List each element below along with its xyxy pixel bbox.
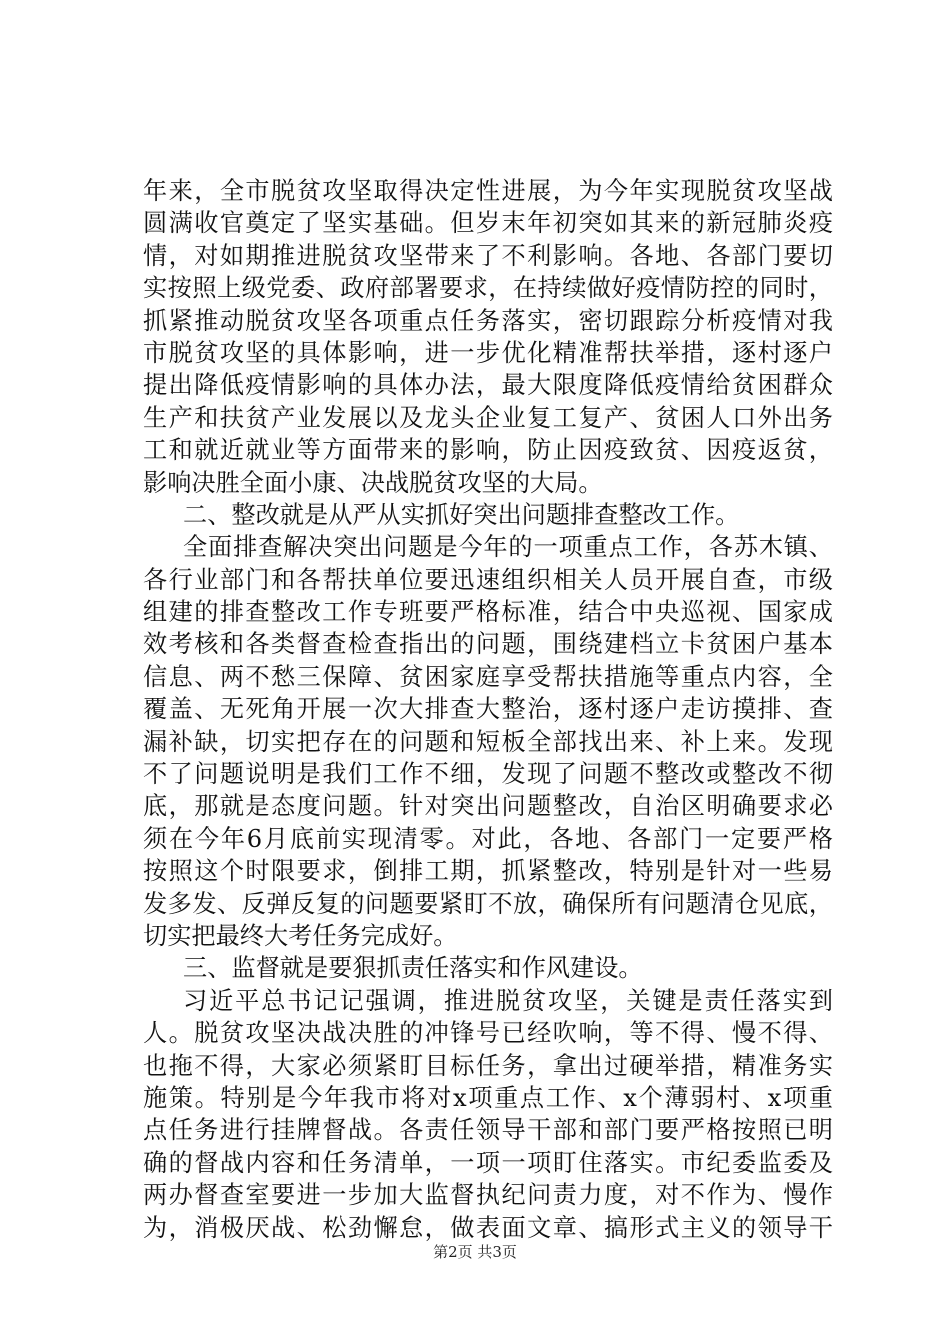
text-line: 全面排查解决突出问题是今年的一项重点工作，各苏木镇、 <box>183 533 833 562</box>
text-line: 须在今年6月底前实现清零。对此，各地、各部门一定要严格 <box>143 824 833 853</box>
page-number: 第2页 共3页 <box>433 1243 517 1261</box>
section-heading-text: 二、整改就是从严从实抓好突出问题排查整改工作。 <box>183 500 740 529</box>
text-line: 点任务进行挂牌督战。各责任领导干部和部门要严格按照已明 <box>143 1116 833 1145</box>
text-line: 抓紧推动脱贫攻坚各项重点任务落实，密切跟踪分析疫情对我 <box>143 306 833 335</box>
text-line: 习近平总书记记强调，推进脱贫攻坚，关键是责任落实到 <box>183 986 833 1015</box>
text-line: 提出降低疫情影响的具体办法，最大限度降低疫情给贫困群众 <box>143 371 833 400</box>
text-line: 漏补缺，切实把存在的问题和短板全部找出来、补上来。发现 <box>143 727 833 756</box>
text-line: 底，那就是态度问题。针对突出问题整改，自治区明确要求必 <box>143 792 833 821</box>
text-line: 信息、两不愁三保障、贫困家庭享受帮扶措施等重点内容，全 <box>143 662 833 691</box>
text-line: 年来，全市脱贫攻坚取得决定性进展，为今年实现脱贫攻坚战 <box>143 177 833 205</box>
text-line: 各行业部门和各帮扶单位要迅速组织相关人员开展自查，市级 <box>143 565 833 594</box>
section-heading <box>143 952 833 984</box>
text-line: 市脱贫攻坚的具体影响，进一步优化精准帮扶举措，逐村逐户 <box>143 338 833 367</box>
text-line: 影响决胜全面小康、决战脱贫攻坚的大局。 <box>143 468 603 497</box>
text-line: 切实把最终大考任务完成好。 <box>143 921 458 950</box>
text-line: 施策。特别是今年我市将对x项重点工作、x个薄弱村、x项重 <box>143 1083 833 1112</box>
text-line: 发多发、反弹反复的问题要紧盯不放，确保所有问题清仓见底， <box>143 889 833 918</box>
text-line: 覆盖、无死角开展一次大排查大整治，逐村逐户走访摸排、查 <box>143 695 833 724</box>
text-line: 两办督查室要进一步加大监督执纪问责力度，对不作为、慢作 <box>143 1181 833 1210</box>
section-heading <box>143 499 833 531</box>
text-line: 实按照上级党委、政府部署要求，在持续做好疫情防控的同时， <box>143 274 833 303</box>
body-paragraph <box>143 175 833 499</box>
text-line: 生产和扶贫产业发展以及龙头企业复工复产、贫困人口外出务 <box>143 403 833 432</box>
text-line: 工和就近就业等方面带来的影响，防止因疫致贫、因疫返贫， <box>143 436 833 465</box>
document-body <box>143 175 833 1244</box>
text-line: 不了问题说明是我们工作不细，发现了问题不整改或整改不彻 <box>143 760 833 789</box>
text-line: 情，对如期推进脱贫攻坚带来了不利影响。各地、各部门要切 <box>143 241 833 270</box>
body-paragraph <box>143 531 833 952</box>
page-footer <box>0 1242 950 1262</box>
text-line: 按照这个时限要求，倒排工期，抓紧整改，特别是针对一些易 <box>143 857 833 886</box>
text-line: 人。脱贫攻坚决战决胜的冲锋号已经吹响，等不得、慢不得、 <box>143 1019 833 1048</box>
text-line: 组建的排查整改工作专班要严格标准，结合中央巡视、国家成 <box>143 598 833 627</box>
text-line: 效考核和各类督查检查指出的问题，围绕建档立卡贫困户基本 <box>143 630 833 659</box>
text-line: 也拖不得，大家必须紧盯目标任务，拿出过硬举措，精准务实 <box>143 1051 833 1080</box>
text-line: 确的督战内容和任务清单，一项一项盯住落实。市纪委监委及 <box>143 1148 833 1177</box>
body-paragraph <box>143 985 833 1244</box>
section-heading-text: 三、监督就是要狠抓责任落实和作风建设。 <box>183 954 643 983</box>
text-line: 圆满收官奠定了坚实基础。但岁末年初突如其来的新冠肺炎疫 <box>143 209 833 238</box>
text-line: 为，消极厌战、松劲懈怠，做表面文章、搞形式主义的领导干 <box>143 1213 833 1242</box>
